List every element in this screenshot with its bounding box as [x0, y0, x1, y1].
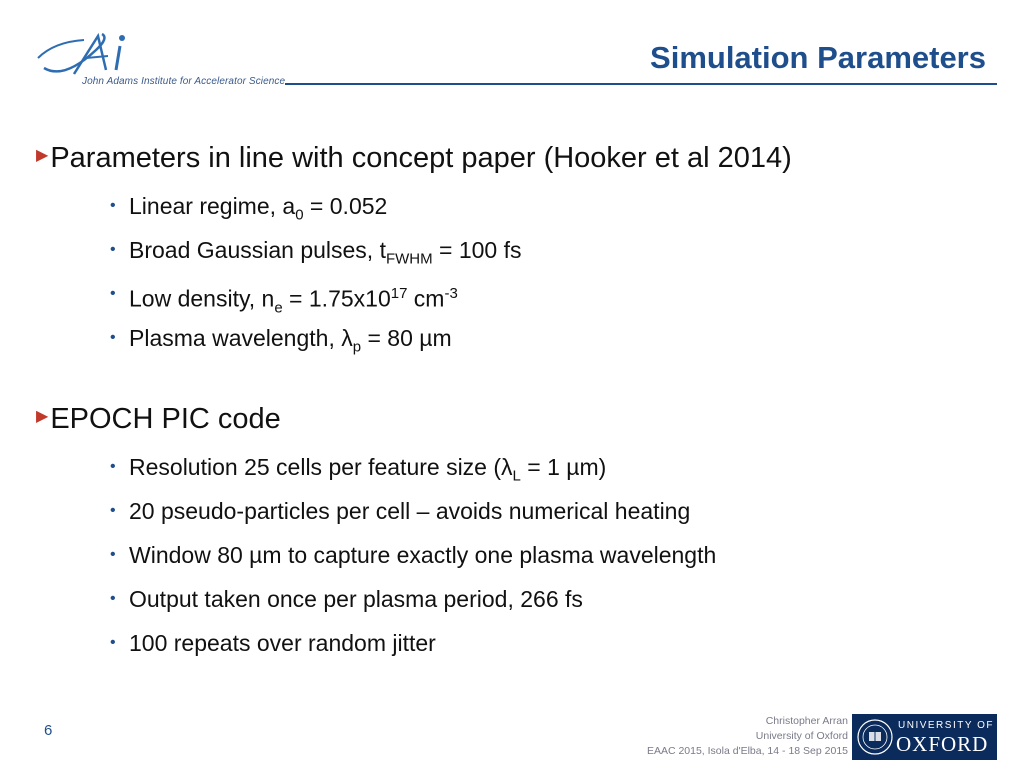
page-number: 6 [44, 722, 53, 739]
title-rule [285, 83, 997, 85]
footer-author: Christopher Arran [765, 715, 848, 727]
jai-logo [34, 30, 294, 94]
footer-institution: University of Oxford [755, 730, 848, 742]
jai-logo-mark [34, 30, 144, 80]
list-item: • Low density, $n_e = 1.75x10^{17}$ $cm^{-3}$ [36, 272, 792, 316]
footer-event: EAAC 2015, Isola d'Elba, 14 - 18 Sep 2015 [646, 745, 848, 757]
list-item: • 20 pseudo-particles per cell – avoids numerical heating [36, 489, 716, 533]
triangle-bullet-icon: ▶ [36, 408, 49, 426]
list-item: • Linear regime, $a_0 = 0.052$ [36, 184, 792, 228]
oxford-line1: UNIVERSITY OF [898, 720, 994, 731]
section-parameters [36, 138, 792, 360]
section-heading: ▶EPOCH PIC code [36, 403, 281, 435]
section-epoch [36, 399, 716, 665]
slide-title: Simulation Parameters [650, 40, 986, 75]
logo-subtitle: John Adams Institute for Accelerator Science [82, 76, 286, 87]
list-item: • Output taken once per plasma period, 266 fs [36, 577, 716, 621]
oxford-logo [852, 714, 997, 760]
list-item: • Window 80 µm to capture exactly one plasma wavelength [36, 533, 716, 577]
list-item: • Resolution 25 cells per feature size ($\lambda_L = 1$ µm) [36, 445, 716, 489]
bullet-list [36, 445, 716, 665]
oxford-seal-icon [856, 718, 894, 756]
list-item: • Broad Gaussian pulses, $t_{FWHM} = 100$ fs [36, 228, 792, 272]
bullet-list [36, 184, 792, 360]
section-heading: ▶Parameters in line with concept paper (Hooker et al 2014) [36, 142, 792, 174]
triangle-bullet-icon: ▶ [36, 147, 49, 165]
oxford-line2: OXFORD [896, 732, 989, 756]
footer-credits [647, 714, 848, 759]
list-item: • Plasma wavelength, $\lambda_p = 80$ µm [36, 316, 792, 360]
list-item: • 100 repeats over random jitter [36, 621, 716, 665]
